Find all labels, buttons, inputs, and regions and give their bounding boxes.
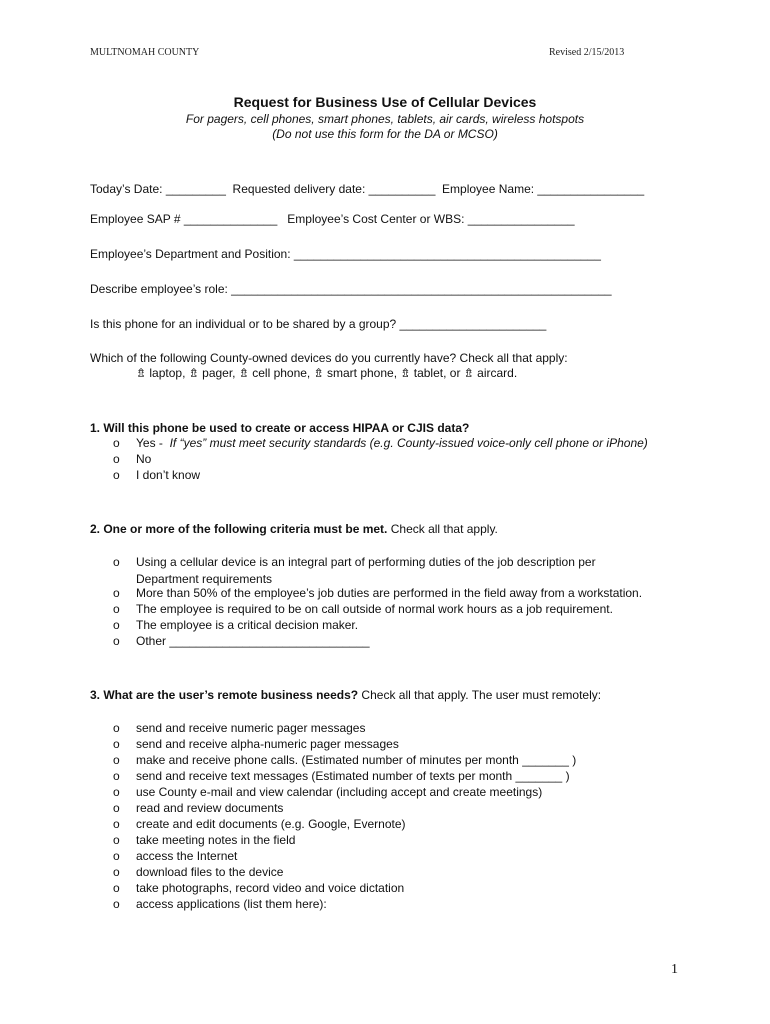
date-name-line[interactable]: Today’s Date: _________ Requested delivery date: __________ Employee Name: ________________	[90, 182, 645, 196]
devices-checkboxes[interactable]: ⇯ laptop, ⇯ pager, ⇯ cell phone, ⇯ smart phone, ⇯ tablet, or ⇯ aircard.	[136, 366, 518, 380]
bullet-icon: o	[113, 897, 120, 911]
bullet-icon: o	[113, 865, 120, 879]
q1-title: 1. Will this phone be used to create or access HIPAA or CJIS data?	[90, 421, 470, 435]
bullet-icon: o	[113, 721, 120, 735]
bullet-icon: o	[113, 634, 120, 648]
bullet-icon: o	[113, 769, 120, 783]
q3-need[interactable]: send and receive alpha-numeric pager messages	[136, 737, 399, 751]
bullet-icon: o	[113, 555, 120, 569]
bullet-icon: o	[113, 785, 120, 799]
q3-need[interactable]: send and receive text messages (Estimated number of texts per month _______ )	[136, 769, 570, 783]
bullet-icon: o	[113, 833, 120, 847]
bullet-icon: o	[113, 737, 120, 751]
q1-option-yes[interactable]: Yes - If “yes” must meet security standards (e.g. County-issued voice-only cell phone or iPhone)	[136, 436, 648, 450]
q2-criterion[interactable]: The employee is required to be on call outside of normal work hours as a job requirement.	[136, 602, 613, 616]
bullet-icon: o	[113, 436, 120, 450]
q1-option-no[interactable]: No	[136, 452, 152, 466]
q3-need[interactable]: send and receive numeric pager messages	[136, 721, 366, 735]
form-title: Request for Business Use of Cellular Devices	[233, 94, 537, 110]
devices-question: Which of the following County-owned devices do you currently have? Check all that apply:	[90, 351, 568, 365]
bullet-icon: o	[113, 452, 120, 466]
header-org: MULTNOMAH COUNTY	[90, 47, 200, 58]
bullet-icon: o	[113, 881, 120, 895]
q3-need[interactable]: access applications (list them here):	[136, 897, 327, 911]
q3-need[interactable]: take photographs, record video and voice dictation	[136, 881, 405, 895]
bullet-icon: o	[113, 801, 120, 815]
header-revised: Revised 2/15/2013	[549, 47, 625, 58]
department-position-line[interactable]: Employee’s Department and Position: ______________________________________________	[90, 247, 601, 261]
individual-group-line[interactable]: Is this phone for an individual or to be shared by a group? ______________________	[90, 317, 547, 331]
bullet-icon: o	[113, 849, 120, 863]
q2-criterion[interactable]: The employee is a critical decision maker.	[136, 618, 359, 632]
q2-title: 2. One or more of the following criteria must be met. Check all that apply.	[90, 522, 498, 536]
q3-need[interactable]: take meeting notes in the field	[136, 833, 296, 847]
form-subtitle-note: (Do not use this form for the DA or MCSO)	[272, 127, 498, 141]
q2-criterion-continued: Department requirements	[136, 572, 273, 586]
bullet-icon: o	[113, 468, 120, 482]
q3-need[interactable]: access the Internet	[136, 849, 238, 863]
q1-option-dont-know[interactable]: I don’t know	[136, 468, 201, 482]
q3-need[interactable]: download files to the device	[136, 865, 284, 879]
bullet-icon: o	[113, 586, 120, 600]
q2-criterion-other[interactable]: Other ______________________________	[136, 634, 370, 648]
page-number: 1	[671, 962, 678, 977]
bullet-icon: o	[113, 602, 120, 616]
q3-need[interactable]: create and edit documents (e.g. Google, Evernote)	[136, 817, 406, 831]
bullet-icon: o	[113, 618, 120, 632]
sap-costcenter-line[interactable]: Employee SAP # ______________ Employee’s Cost Center or WBS: ________________	[90, 212, 575, 226]
role-line[interactable]: Describe employee’s role: _________________________________________________________	[90, 282, 612, 296]
q2-criterion[interactable]: More than 50% of the employee’s job duties are performed in the field away from a workstation.	[136, 586, 643, 600]
q3-need[interactable]: read and review documents	[136, 801, 284, 815]
bullet-icon: o	[113, 817, 120, 831]
form-subtitle: For pagers, cell phones, smart phones, tablets, air cards, wireless hotspots	[185, 112, 585, 126]
q3-title: 3. What are the user’s remote business needs? Check all that apply. The user must remotely:	[90, 688, 602, 702]
q3-need[interactable]: make and receive phone calls. (Estimated number of minutes per month _______ )	[136, 753, 577, 767]
q3-need[interactable]: use County e-mail and view calendar (including accept and create meetings)	[136, 785, 543, 799]
bullet-icon: o	[113, 753, 120, 767]
q2-criterion[interactable]: Using a cellular device is an integral part of performing duties of the job description per	[136, 555, 596, 569]
